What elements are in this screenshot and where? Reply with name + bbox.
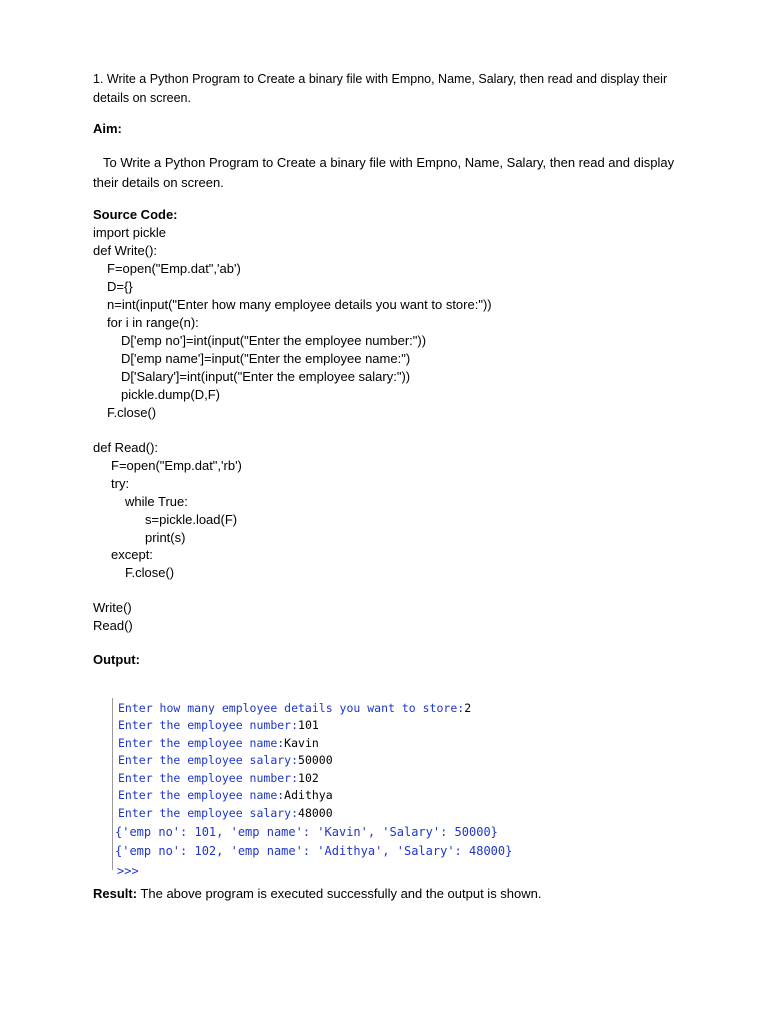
console-prompt: Enter the employee salary: xyxy=(118,753,299,767)
code-line: pickle.dump(D,F) xyxy=(121,387,220,402)
code-line: D['emp name']=input("Enter the employee name:") xyxy=(121,351,411,366)
code-line: Write() xyxy=(93,600,132,615)
console-prompt: Enter the employee number: xyxy=(118,771,299,785)
aim-heading: Aim: xyxy=(93,121,122,136)
code-line: try: xyxy=(111,476,130,491)
console-line xyxy=(118,805,333,822)
code-line: D={} xyxy=(107,279,133,294)
console-prompt: Enter the employee name: xyxy=(118,736,285,750)
question-text: 1. Write a Python Program to Create a binary file with Empno, Name, Salary, then read and display their details on screen. xyxy=(93,72,668,105)
console-output-screenshot xyxy=(112,698,553,878)
source-code-heading: Source Code: xyxy=(93,207,178,222)
console-record: {'emp no': 101, 'emp name': 'Kavin', 'Salary': 50000} xyxy=(115,825,498,839)
console-prompt: Enter the employee number: xyxy=(118,718,299,732)
console-input: 50000 xyxy=(298,753,333,767)
result-label: Result: xyxy=(93,886,138,901)
code-line: for i in range(n): xyxy=(107,315,199,330)
console-input: 2 xyxy=(464,701,472,715)
console-prompt: Enter the employee name: xyxy=(118,788,285,802)
console-input: 101 xyxy=(298,718,319,732)
code-line: def Write(): xyxy=(93,243,158,258)
console-input: 102 xyxy=(298,771,319,785)
code-line: D['Salary']=int(input("Enter the employee salary:")) xyxy=(121,369,411,384)
code-line: print(s) xyxy=(145,530,186,545)
console-prompt: Enter the employee salary: xyxy=(118,806,299,820)
code-line: Read() xyxy=(93,618,133,633)
console-prompt: Enter how many employee details you want to store: xyxy=(118,701,465,715)
console-input: Adithya xyxy=(284,788,333,802)
console-input: Kavin xyxy=(284,736,319,750)
code-line: import pickle xyxy=(93,225,166,240)
code-line: except: xyxy=(111,547,153,562)
console-line xyxy=(118,735,319,752)
console-prompt-cut: >>> xyxy=(117,864,139,878)
console-line xyxy=(118,717,319,734)
code-line: def Read(): xyxy=(93,440,159,455)
code-line: D['emp no']=int(input("Enter the employee number:")) xyxy=(121,333,427,348)
output-heading: Output: xyxy=(93,652,140,667)
result-paragraph xyxy=(93,886,542,901)
console-line xyxy=(118,770,319,787)
aim-text: To Write a Python Program to Create a binary file with Empno, Name, Salary, then read and display their details on screen. xyxy=(93,155,675,190)
console-line xyxy=(118,700,471,717)
code-line: F.close() xyxy=(107,405,157,420)
code-line: F=open("Emp.dat",'ab') xyxy=(107,261,241,276)
code-line: F=open("Emp.dat",'rb') xyxy=(111,458,242,473)
code-line: n=int(input("Enter how many employee details you want to store:")) xyxy=(107,297,492,312)
code-line: s=pickle.load(F) xyxy=(145,512,238,527)
console-input: 48000 xyxy=(298,806,333,820)
code-line: while True: xyxy=(125,494,188,509)
console-line xyxy=(118,787,333,804)
result-text: The above program is executed successfully and the output is shown. xyxy=(137,886,542,901)
console-line xyxy=(118,752,333,769)
console-record: {'emp no': 102, 'emp name': 'Adithya', 'Salary': 48000} xyxy=(115,844,513,858)
code-line: F.close() xyxy=(125,565,175,580)
